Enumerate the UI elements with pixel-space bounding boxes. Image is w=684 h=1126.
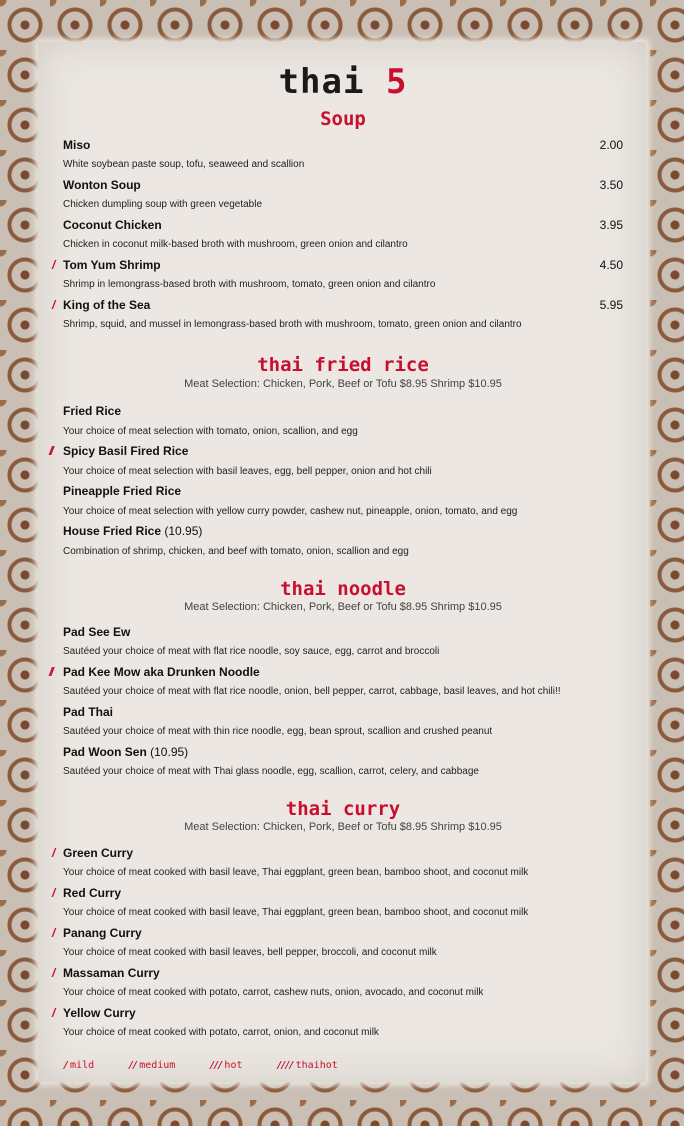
item-description: Your choice of meat selection with basil leaves, egg, bell pepper, onion and hot chili [63,466,432,477]
pepper-icon: / [52,1006,54,1020]
brand-logo: thai 5 [278,62,408,102]
item-price: 3.50 [599,178,623,192]
item-name: Pad Woon Sen (10.95) [63,745,189,759]
item-description: White soybean paste soup, tofu, seaweed and scallion [63,159,305,170]
item-name: Pad Thai [63,705,114,719]
section-subtitle: Meat Selection: Chicken, Pork, Beef or Tofu $8.95 Shrimp $10.95 [184,378,502,390]
item-description: Sautéed your choice of meat with thin rice noodle, egg, bean sprout, scallion and crushed peanut [63,726,493,737]
pepper-icon: / [63,1060,68,1071]
item-description: Your choice of meat selection with tomato, onion, scallion, and egg [63,426,358,437]
item-description: Your choice of meat cooked with potato, carrot, cashew nuts, onion, avocado, and coconut milk [63,987,484,998]
menu-panel [38,42,646,1082]
section-title-curry: thai curry [285,798,401,820]
item-name: Pineapple Fried Rice [63,484,182,498]
item-description: Your choice of meat cooked with basil leave, Thai eggplant, green bean, bamboo shoot, and coconut milk [63,867,529,878]
section-title-noodle: thai noodle [280,578,406,600]
item-name: Coconut Chicken [63,218,162,232]
item-name: Yellow Curry [63,1006,136,1020]
legend-hot: /// hot [209,1060,243,1071]
pepper-icon: / [52,298,54,312]
item-name: Red Curry [63,886,122,900]
pepper-icon: / [52,926,54,940]
spice-legend [63,1060,366,1071]
pepper-icon: //// [276,1060,293,1071]
legend-thaihot: //// thaihot [276,1060,338,1071]
item-price: 4.50 [599,258,623,272]
item-name: Fried Rice [63,404,122,418]
item-description: Sautéed your choice of meat with flat rice noodle, soy sauce, egg, carrot and broccoli [63,646,440,657]
item-description: Your choice of meat cooked with potato, carrot, onion, and coconut milk [63,1027,379,1038]
legend-mild: / mild [63,1060,95,1071]
section-title-fried-rice: thai fried rice [257,354,429,376]
item-description: Your choice of meat cooked with basil leave, Thai eggplant, green bean, bamboo shoot, and coconut milk [63,907,529,918]
item-name: Pad Kee Mow aka Drunken Noodle [63,665,260,679]
section-subtitle: Meat Selection: Chicken, Pork, Beef or Tofu $8.95 Shrimp $10.95 [184,821,502,833]
item-name: Wonton Soup [63,178,141,192]
item-name: Tom Yum Shrimp [63,258,161,272]
pepper-icon: / [52,258,54,272]
section-title-soup: Soup [320,108,366,130]
item-name: Miso [63,138,91,152]
pepper-icon: / [52,846,54,860]
pepper-icon: // [49,665,52,679]
legend-medium: // medium [128,1060,176,1071]
item-description: Shrimp, squid, and mussel in lemongrass-based broth with mushroom, tomato, green onion and cilantro [63,319,522,330]
item-description: Your choice of meat selection with yellow curry powder, cashew nut, pineapple, onion, tomato, and egg [63,506,518,517]
pepper-icon: / [52,966,54,980]
item-price: 5.95 [599,298,623,312]
item-price: 3.95 [599,218,623,232]
item-name: Pad See Ew [63,625,131,639]
item-description: Shrimp in lemongrass-based broth with mushroom, tomato, green onion and cilantro [63,279,436,290]
pepper-icon: // [128,1060,137,1071]
item-name: Massaman Curry [63,966,160,980]
pepper-icon: / [52,886,54,900]
item-description: Sautéed your choice of meat with flat rice noodle, onion, bell pepper, carrot, cabbage, basil leaves, and hot chili!! [63,686,561,697]
pepper-icon: /// [209,1060,222,1071]
item-description: Your choice of meat cooked with basil leaves, bell pepper, broccoli, and coconut milk [63,947,437,958]
item-description: Chicken in coconut milk-based broth with mushroom, green onion and cilantro [63,239,408,250]
item-name: Panang Curry [63,926,142,940]
item-name: Green Curry [63,846,134,860]
item-description: Combination of shrimp, chicken, and beef with tomato, onion, scallion and egg [63,546,409,557]
item-name: King of the Sea [63,298,151,312]
item-description: Sautéed your choice of meat with Thai glass noodle, egg, scallion, carrot, celery, and cabbage [63,766,479,777]
item-name: House Fried Rice (10.95) [63,524,203,538]
section-subtitle: Meat Selection: Chicken, Pork, Beef or Tofu $8.95 Shrimp $10.95 [184,601,502,613]
item-price: 2.00 [599,138,623,152]
pepper-icon: // [49,444,52,458]
item-description: Chicken dumpling soup with green vegetable [63,199,263,210]
item-name: Spicy Basil Fired Rice [63,444,189,458]
